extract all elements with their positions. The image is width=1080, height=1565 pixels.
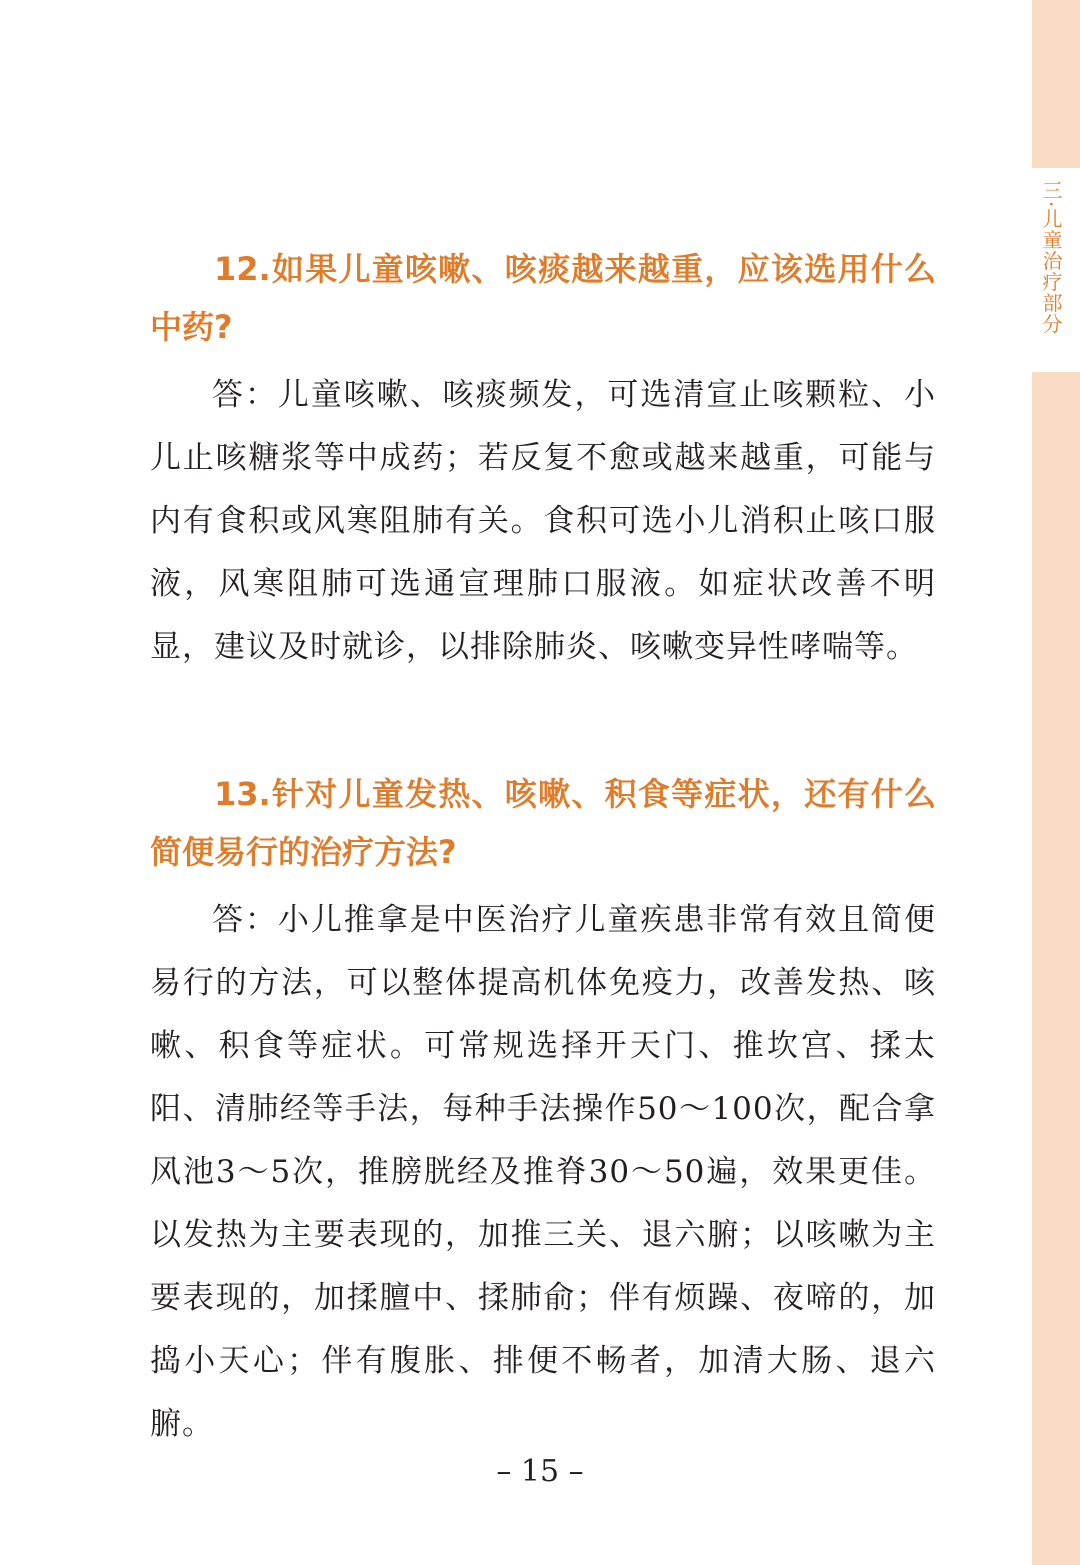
question-12: 12.如果儿童咳嗽、咳痰越来越重，应该选用什么中药? (150, 250, 936, 346)
page-content (150, 240, 936, 1456)
section-gap (150, 679, 936, 765)
page-number: – 15 – (496, 1454, 584, 1489)
answer-12: 答：儿童咳嗽、咳痰频发，可选清宣止咳颗粒、小儿止咳糖浆等中成药；若反复不愈或越来越重，可能与内有食积或风寒阻肺有关。食积可选小儿消积止咳口服液，风寒阻肺可选通宣理肺口服液。如症状改善不明显，建议及时就诊，以排除肺炎、咳嗽变异性哮喘等。 (150, 377, 936, 665)
question-13: 13.针对儿童发热、咳嗽、积食等症状，还有什么简便易行的治疗方法? (150, 775, 936, 871)
chapter-tab-label: 三·儿童治疗部分 (1039, 180, 1063, 335)
answer-13: 答：小儿推拿是中医治疗儿童疾患非常有效且简便易行的方法，可以整体提高机体免疫力，改善发热、咳嗽、积食等症状。可常规选择开天门、推坎宫、揉太阳、清肺经等手法，每种手法操作50～100次，配合拿风池3～5次，推膀胱经及推脊30～50遍，效果更佳。以发热为主要表现的，加推三关、退六腑；以咳嗽为主要表现的，加揉膻中、揉肺俞；伴有烦躁、夜啼的，加捣小天心；伴有腹胀、排便不畅者，加清大肠、退六腑。 (150, 902, 936, 1442)
